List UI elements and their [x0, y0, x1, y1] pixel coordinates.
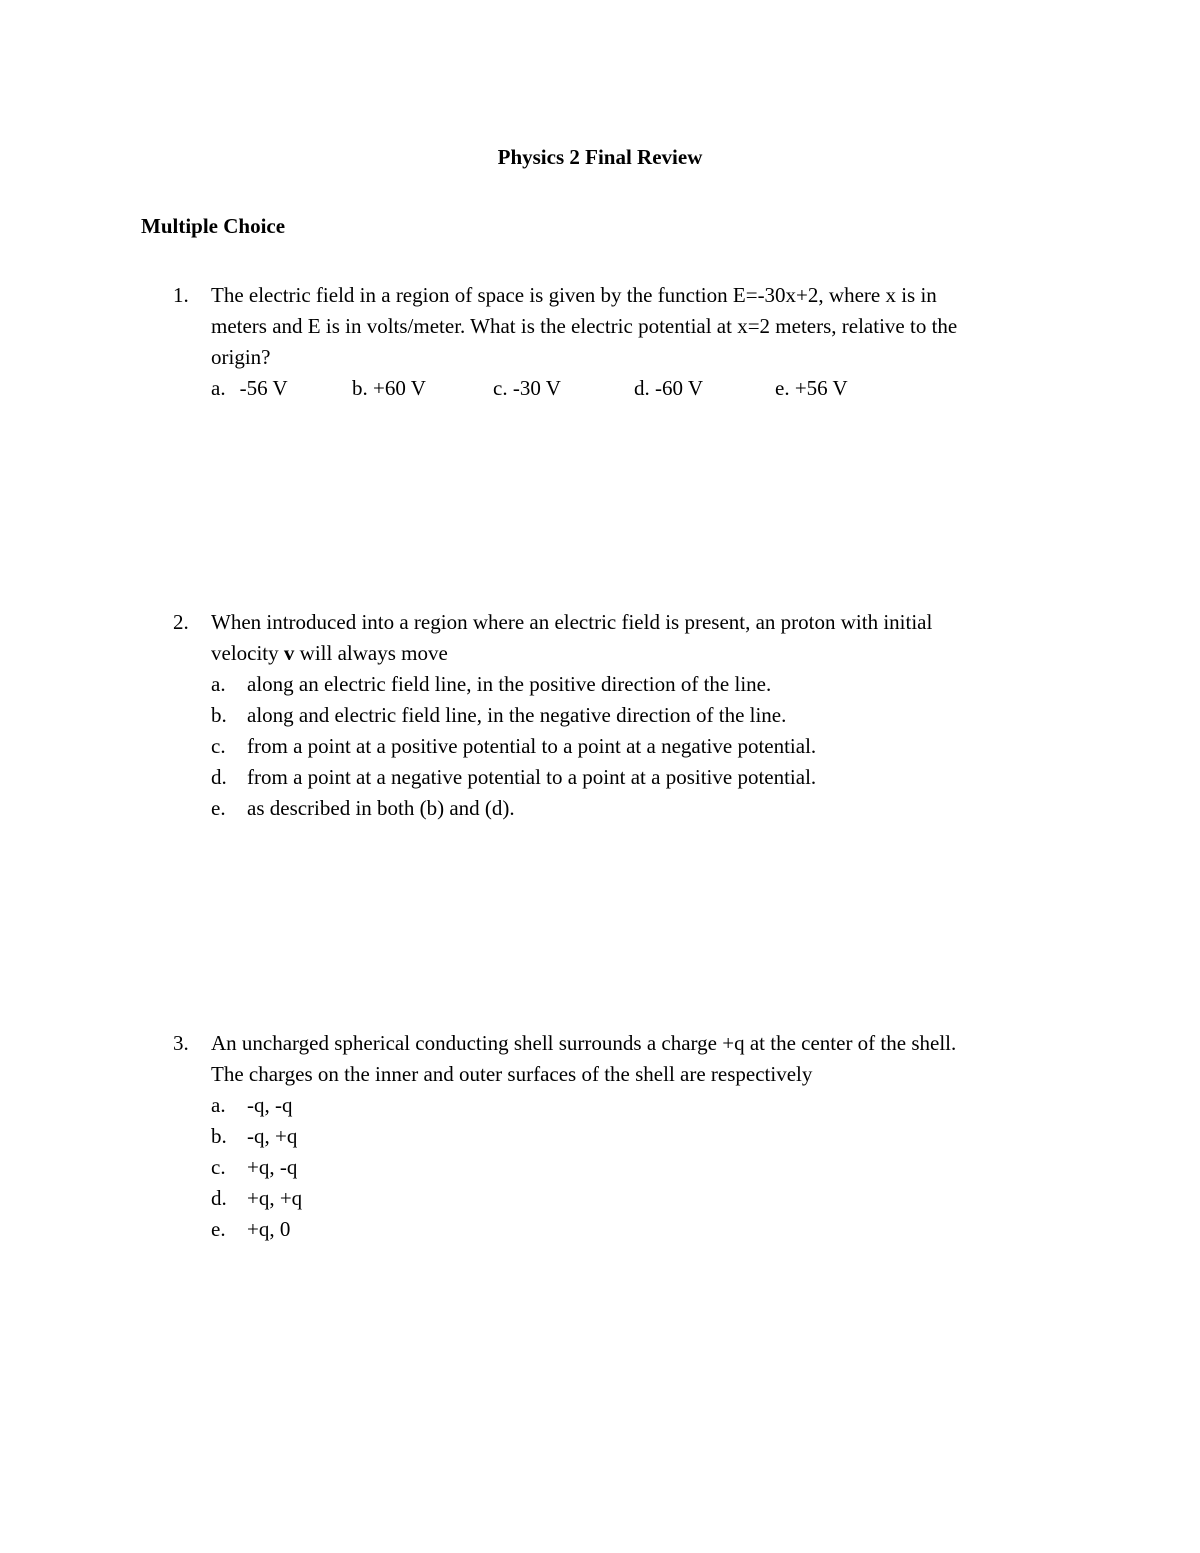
- question-text: [211, 280, 1061, 373]
- velocity-symbol: v: [283, 641, 295, 665]
- choice-text: -q, +q: [247, 1124, 298, 1148]
- answer-choice-d: [634, 373, 775, 404]
- choice-letter: e.: [775, 376, 790, 400]
- answer-choice-c: [211, 1152, 1073, 1183]
- answer-choice-e: [775, 373, 848, 404]
- choice-text: +q, +q: [247, 1186, 303, 1210]
- page-title: Physics 2 Final Review: [497, 145, 703, 169]
- choice-letter: d.: [634, 376, 650, 400]
- choice-text: from a point at a negative potential to a point at a positive potential.: [247, 765, 817, 789]
- question-text-line: An uncharged spherical conducting shell surrounds a charge +q at the center of the shell.: [211, 1031, 957, 1055]
- question-text-line: The electric field in a region of space is given by the function E=-30x+2, where x is in: [211, 283, 937, 307]
- choice-text: +60 V: [373, 376, 426, 400]
- choice-letter: e.: [211, 1217, 226, 1241]
- answer-choice-a: [211, 373, 352, 404]
- choice-letter: d.: [211, 765, 227, 789]
- choice-text: +56 V: [794, 376, 848, 400]
- choice-letter: b.: [211, 703, 227, 727]
- text-fragment: will always move: [294, 641, 448, 665]
- answer-choices: [211, 373, 1073, 404]
- choice-text: along and electric field line, in the negative direction of the line.: [247, 703, 787, 727]
- choice-letter: c.: [493, 376, 508, 400]
- answer-choice-e: [211, 793, 1073, 824]
- answer-choice-b: [211, 700, 1073, 731]
- answer-choice-c: [211, 731, 1073, 762]
- question-2: [173, 607, 1073, 824]
- choice-text: from a point at a positive potential to a point at a negative potential.: [247, 734, 817, 758]
- answer-choice-b: [211, 1121, 1073, 1152]
- choice-letter: d.: [211, 1186, 227, 1210]
- question-text-line: meters and E is in volts/meter. What is the electric potential at x=2 meters, relative to the: [211, 314, 958, 338]
- choice-letter: e.: [211, 796, 226, 820]
- choice-text: as described in both (b) and (d).: [247, 796, 515, 820]
- question-text-line: The charges on the inner and outer surfaces of the shell are respectively: [211, 1062, 813, 1086]
- section-heading: Multiple Choice: [141, 214, 286, 238]
- question-3: [173, 1028, 1073, 1245]
- choice-letter: b.: [211, 1124, 227, 1148]
- answer-choice-d: [211, 1183, 1073, 1214]
- choice-text: along an electric field line, in the positive direction of the line.: [247, 672, 772, 696]
- question-text-line: origin?: [211, 345, 271, 369]
- choice-text: +q, 0: [247, 1217, 291, 1241]
- choice-letter: a.: [211, 672, 226, 696]
- choice-letter: c.: [211, 734, 226, 758]
- text-fragment: velocity: [211, 641, 284, 665]
- question-number: 1.: [173, 283, 189, 307]
- answer-choice-a: [211, 1090, 1073, 1121]
- choice-text: +q, -q: [247, 1155, 298, 1179]
- choice-text: -60 V: [655, 376, 704, 400]
- question-number: 3.: [173, 1031, 189, 1055]
- choice-text: -56 V: [239, 376, 288, 400]
- question-text: [211, 1028, 1061, 1090]
- answer-choice-c: [493, 373, 634, 404]
- answer-choice-a: [211, 669, 1073, 700]
- choice-text: -30 V: [512, 376, 561, 400]
- answer-choice-b: [352, 373, 493, 404]
- question-text: [211, 607, 1061, 669]
- question-1: [173, 280, 1073, 404]
- choice-text: -q, -q: [247, 1093, 293, 1117]
- question-text-line: When introduced into a region where an electric field is present, an proton with initial: [211, 610, 933, 634]
- answer-choice-e: [211, 1214, 1073, 1245]
- question-text-line: [211, 638, 1061, 669]
- question-number: 2.: [173, 610, 189, 634]
- choice-letter: b.: [352, 376, 368, 400]
- choice-letter: a.: [211, 1093, 226, 1117]
- answer-choice-d: [211, 762, 1073, 793]
- choice-letter: c.: [211, 1155, 226, 1179]
- choice-letter: a.: [211, 376, 226, 400]
